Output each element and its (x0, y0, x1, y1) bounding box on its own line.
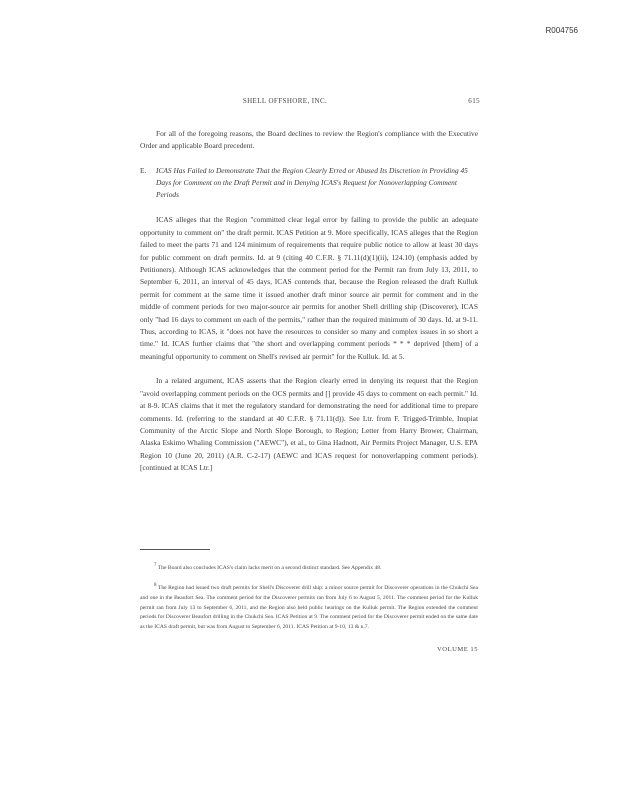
footnote-7 (140, 561, 478, 573)
paragraph-3: ICAS alleges that the Region "committed clear legal error by failing to provide the public an adequate opportunity to comment on" the draft permit. ICAS Petition at 9. More specifically, ICAS alleges that the Region failed to meet the parts 71 and 124 minimum of requirements that require public notice to allow at least 30 days for public comment on draft permits. Id. at 9 (citing 40 C.F.R. § 71.11(d)(1)(ii), 124.10) (emphasis added by Petitioners). Although ICAS acknowledges that the comment period for the Permit ran from July 13, 2011, to September 6, 2011, an interval of 45 days, ICAS contends that, because the Region released the draft Kulluk permit for comment at the same time it issued another draft minor source air permit for comment and in the middle of comment periods for two major-source air permits for another Shell drilling ship (Discoverer), ICAS only "had 16 days to comment on each of the permits," rather than the required minimum of 30 days. Id. at 9-11. Thus, according to ICAS, it "does not have the resources to consider so many and complex issues in so short a time." Id. ICAS further claims that "the short and overlapping comment periods * * * deprived [them] of a meaningful opportunity to comment on Shell's revised air permit" for the Kulluk. Id. at 5. (140, 215, 478, 361)
footnotes (140, 561, 478, 640)
footnote-divider (140, 549, 210, 550)
paragraph-4: In a related argument, ICAS asserts that the Region clearly erred in denying its request that the Region "avoid overlapping comment periods on the OCS permits and [] provide 45 days to comment on each permit." Id. at 8-9. ICAS claims that it met the regulatory standard for demonstrating the need for additional time to prepare comments. Id. (referring to the standard at 40 C.F.R. § 71.11(d)). See Ltr. from F. Trigged-Trimble, Inupiat Community of the Arctic Slope and North Slope Borough, to Region; Letter from Harry Brower, Chairman, Alaska Eskimo Whaling Commission ("AEWC"), et al., to Gina Hadnott, Air Permits Project Manager, U.S. EPA Region 10 (June 20, 2011) (A.R. C-2-17) (AEWC and ICAS request for nonoverlapping comment periods). [continued at ICAS Ltr.] (140, 376, 478, 473)
main-text (140, 128, 478, 487)
footnote-text: The Board also concludes ICAS's claim lacks merit on a second distinct standard. See Appendix 48. (157, 564, 382, 571)
footnote-text: The Region had issued two draft permits for Shell's Discoverer drill ship: a minor source permit for Discoverer operations in the Chukchi Sea and one in the Beaufort Sea. The comment period for the Discoverer permits ran from July 6 to August 5, 2011. The comment period for the Kulluk permit ran from July 13 to September 6, 2011, and the Region also held public hearings on the Kulluk permit. The Region extended the comment periods for Discoverer Beaufort drilling in the Chukchi Sea. ICAS Petition at 9. The comment period for the Discoverer permit ended on the same date as the ICAS draft permit, but was from August to September 6, 2011. ICAS Petition at 9-10, 13 & n.7. (140, 585, 478, 630)
footnote-mark: 8 (154, 583, 157, 589)
section-heading-text: ICAS Has Failed to Demonstrate That the Region Clearly Erred or Abused Its Discretion in Providing 45 Days for Comment on the Draft Permit and in Denying ICAS's Request for Nonoverlapping Comment Periods (156, 165, 468, 200)
volume-label: VOLUME 15 (437, 646, 478, 653)
running-title: SHELL OFFSHORE, INC. (242, 97, 328, 105)
bates-stamp: R004756 (545, 26, 578, 35)
section-heading (140, 165, 478, 202)
paragraph-1: For all of the foregoing reasons, the Board declines to review the Region's compliance with the Executive Order and applicable Board precedent. (140, 129, 478, 151)
page-number: 615 (468, 97, 480, 105)
section-letter: E. (140, 165, 147, 175)
footnote-mark: 7 (154, 563, 157, 568)
footnote-8 (140, 581, 478, 632)
